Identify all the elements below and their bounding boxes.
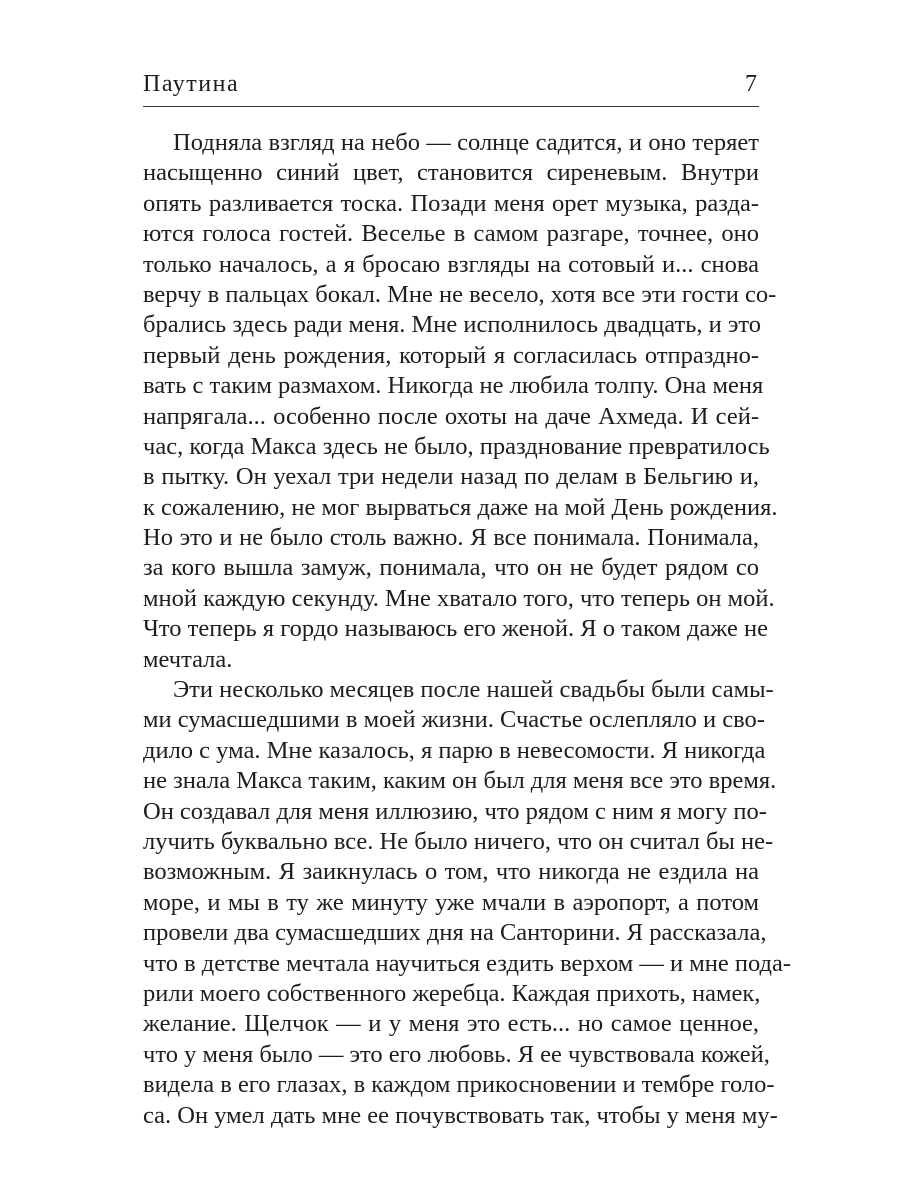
text-line: что в детстве мечтала научиться ездить верхом — и мне пода- [143, 949, 792, 977]
text-line: час, когда Макса здесь не было, празднование превратилось [143, 432, 770, 460]
text-line: напрягала... особенно после охоты на даче Ахмеда. И сей- [143, 402, 759, 430]
text-line: опять разливается тоска. Позади меня орет музыка, разда- [143, 189, 759, 217]
text-line: Подняла взгляд на небо — солнце садится, и оно теряет [173, 129, 759, 156]
text-line: вать с таким размахом. Никогда не любила толпу. Она меня [143, 372, 764, 400]
text-line: насыщенно синий цвет, становится сиреневым. Внутри [143, 159, 759, 187]
text-line: ются голоса гостей. Веселье в самом разгаре, точнее, оно [143, 220, 759, 248]
text-line: провели два сумасшедших дня на Санторини. Я рассказала, [143, 919, 767, 947]
running-header [143, 62, 759, 107]
text-line: за кого вышла замуж, понимала, что он не будет рядом со [143, 554, 759, 582]
text-line: видела в его глазах, в каждом прикосновении и тембре голо- [143, 1071, 775, 1099]
text-line: лучить буквально все. Не было ничего, что он считал бы не- [143, 827, 774, 855]
text-line: первый день рождения, который я согласилась отпраздно- [143, 341, 759, 369]
text-line: в пытку. Он уехал три недели назад по делам в Бельгию и, [143, 463, 759, 491]
text-line: Что теперь я гордо называюсь его женой. Я о таком даже не [143, 615, 768, 643]
text-line: брались здесь ради меня. Мне исполнилось двадцать, и это [143, 311, 762, 339]
text-line: Эти несколько месяцев после нашей свадьбы были самы- [173, 676, 774, 704]
text-line: возможным. Я заикнулась о том, что никогда не ездила на [143, 858, 759, 886]
text-line: мечтала. [143, 645, 233, 673]
text-line: Но это и не было столь важно. Я все понимала. Понимала, [143, 524, 759, 552]
text-line: рили моего собственного жеребца. Каждая прихоть, намек, [143, 979, 761, 1007]
text-line: что у меня было — это его любовь. Я ее чувствовала кожей, [143, 1040, 770, 1068]
text-line: Он создавал для меня иллюзию, что рядом с ним я могу по- [143, 797, 767, 825]
text-line: мной каждую секунду. Мне хватало того, что теперь он мой. [143, 584, 775, 612]
paragraph-1 [143, 128, 778, 675]
text-line: к сожалению, не мог вырваться даже на мой День рождения. [143, 493, 778, 521]
text-line: са. Он умел дать мне ее почувствовать так, чтобы у меня му- [143, 1101, 778, 1129]
text-line: море, и мы в ту же минуту уже мчали в аэропорт, а потом [143, 888, 759, 916]
page-number: 7 [745, 71, 757, 97]
text-line: дило с ума. Мне казалось, я парю в невесомости. Я никогда [143, 736, 766, 764]
text-line: только началось, а я бросаю взгляды на сотовый и... снова [143, 250, 759, 278]
text-line: не знала Макса таким, каким он был для меня все это время. [143, 767, 777, 795]
body-text [143, 128, 792, 1131]
paragraph-2 [143, 675, 792, 1131]
text-line: верчу в пальцах бокал. Мне не весело, хотя все эти гости со- [143, 280, 777, 308]
text-line: ми сумасшедшими в моей жизни. Счастье ослепляло и сво- [143, 706, 765, 734]
text-line: желание. Щелчок — и у меня это есть... но самое ценное, [143, 1010, 759, 1038]
running-title: Паутина [143, 71, 240, 97]
